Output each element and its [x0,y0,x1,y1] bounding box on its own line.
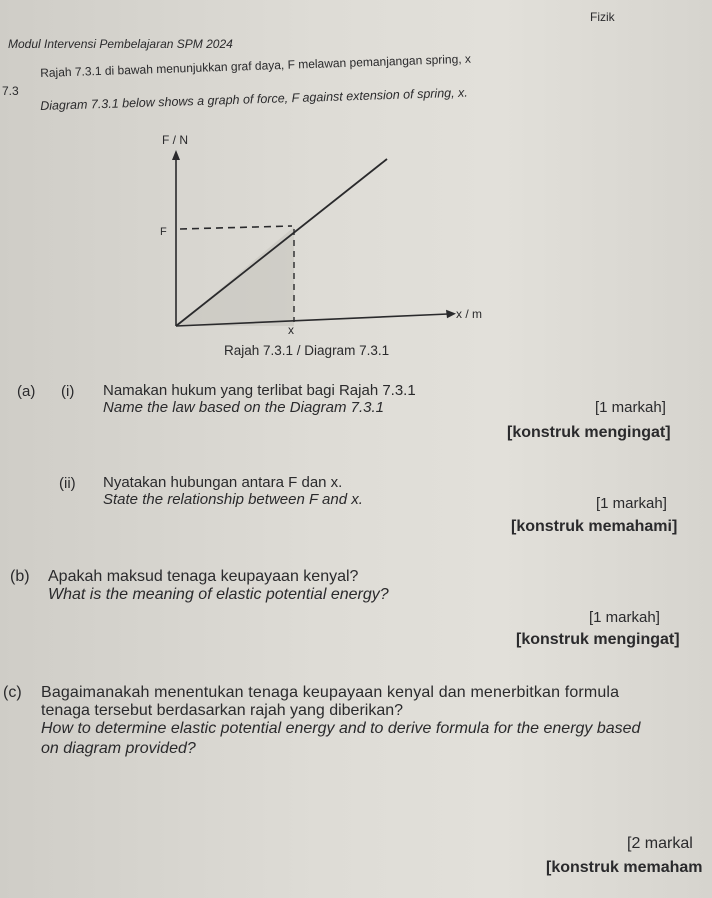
part-c-text-en-line1: How to determine elastic potential energy and to derive formula for the energy based [41,720,641,737]
part-a-ii-marks: [1 markah] [596,495,667,512]
part-b-construct: [konstruk mengingat] [516,631,680,648]
part-a-i-text-en: Name the law based on the Diagram 7.3.1 [103,399,384,416]
part-b-label: (b) [10,568,30,585]
part-c-marks: [2 markal [627,835,693,852]
part-b-text-en: What is the meaning of elastic potential energy? [48,586,389,603]
part-b-text-ms: Apakah maksud tenaga keupayaan kenyal? [48,568,359,585]
force-extension-graph [140,130,510,335]
part-a-i-text-ms: Namakan hukum yang terlibat bagi Rajah 7.3.1 [103,382,416,399]
part-b-marks: [1 markah] [589,609,660,626]
figure-caption: Rajah 7.3.1 / Diagram 7.3.1 [224,343,390,358]
part-c-label: (c) [3,684,22,701]
part-a-ii-text-ms: Nyatakan hubungan antara F dan x. [103,474,343,491]
module-title: Modul Intervensi Pembelajaran SPM 2024 [8,37,233,51]
part-a-i-marks: [1 markah] [595,399,666,416]
y-axis-arrow [172,150,180,160]
x-marker-label: x [288,323,294,335]
part-a-i-label: (i) [61,383,75,400]
part-c-construct: [konstruk memaham [546,859,703,876]
f-marker-label: F [160,226,167,238]
subject-header: Fizik [590,10,615,24]
x-axis-label: x / m [456,307,482,321]
question-intro-ms: Rajah 7.3.1 di bawah menunjukkan graf daya, F melawan pemanjangan spring, x [39,51,472,80]
part-c-text-en-line2: on diagram provided? [41,740,196,757]
y-axis-label: F / N [162,133,188,147]
part-a-ii-text-en: State the relationship between F and x. [103,491,363,508]
question-number: 7.3 [2,84,19,98]
x-axis-arrow [446,310,456,318]
part-a-label: (a) [17,383,36,400]
question-intro-en: Diagram 7.3.1 below shows a graph of force, F against extension of spring, x. [39,85,468,113]
part-c-text-ms-line2: tenaga tersebut berdasarkan rajah yang diberikan? [41,702,404,719]
f-dashed-line [180,226,292,229]
part-a-i-construct: [konstruk mengingat] [507,424,671,441]
part-c-text-ms-line1: Bagaimanakah menentukan tenaga keupayaan kenyal dan menerbitkan formula [41,684,620,701]
part-a-ii-label: (ii) [59,475,76,492]
part-a-ii-construct: [konstruk memahami] [511,518,678,535]
